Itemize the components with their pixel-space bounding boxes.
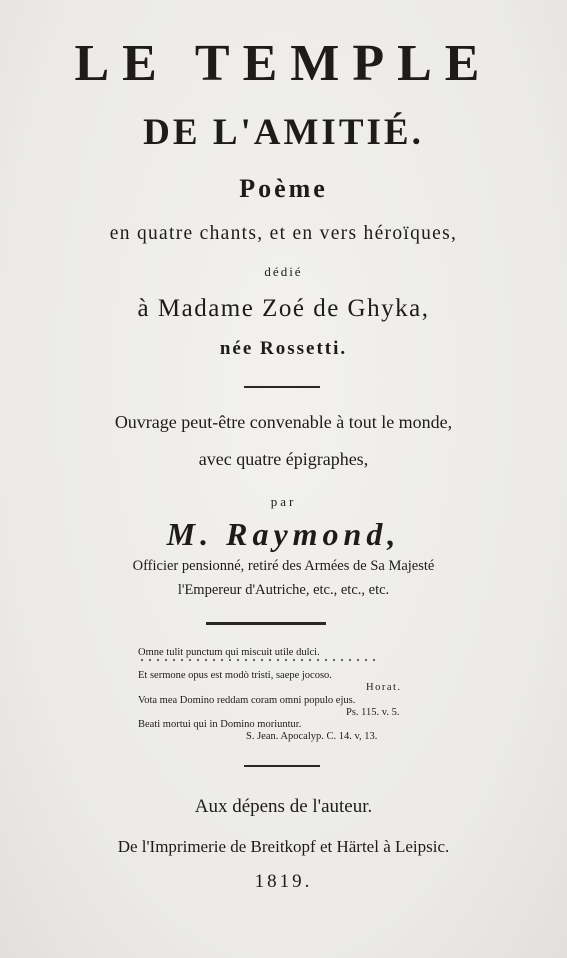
epigraph-3: Vota mea Domino reddam coram omni populo ejus.: [138, 695, 356, 706]
dedication-birth-name: née Rossetti.: [219, 338, 348, 359]
dotted-separator: [138, 659, 378, 661]
genre: Poème: [239, 174, 328, 203]
epigraph-2-source: Horat.: [366, 682, 402, 693]
author-by: par: [270, 494, 297, 509]
imprint-line-1: Aux dépens de l'auteur.: [194, 796, 373, 817]
dedication-recipient: à Madame Zoé de Ghyka,: [137, 295, 430, 322]
divider-rule: [206, 622, 326, 625]
epigraph-2: Et sermone opus est modò tristi, saepe jocoso.: [138, 670, 332, 681]
title-line-1: LE TEMPLE: [74, 35, 493, 92]
author-name: M. Raymond,: [166, 516, 401, 552]
subtitle: en quatre chants, et en vers héroïques,: [109, 223, 458, 244]
divider-rule: [244, 386, 320, 388]
dedication-label: dédié: [264, 264, 303, 279]
author-title-line-1: Officier pensionné, retiré des Armées de Sa Majesté: [132, 558, 435, 574]
description-line-2: avec quatre épigraphes,: [198, 449, 369, 469]
imprint-line-2: De l'Imprimerie de Breitkopf et Härtel à Leipsic.: [117, 837, 450, 856]
epigraph-4: Beati mortui qui in Domino moriuntur.: [138, 719, 302, 730]
author-title-line-2: l'Empereur d'Autriche, etc., etc., etc.: [177, 582, 390, 598]
description-line-1: Ouvrage peut-être convenable à tout le monde,: [114, 412, 453, 432]
epigraph-3-source: Ps. 115. v. 5.: [346, 707, 400, 718]
title-line-2: DE L'AMITIÉ.: [143, 112, 424, 153]
epigraph-1: Omne tulit punctum qui miscuit utile dulci.: [138, 647, 320, 658]
divider-rule: [244, 765, 320, 767]
epigraph-4-source: S. Jean. Apocalyp. C. 14. v, 13.: [246, 731, 378, 742]
imprint-year: 1819.: [254, 871, 313, 892]
